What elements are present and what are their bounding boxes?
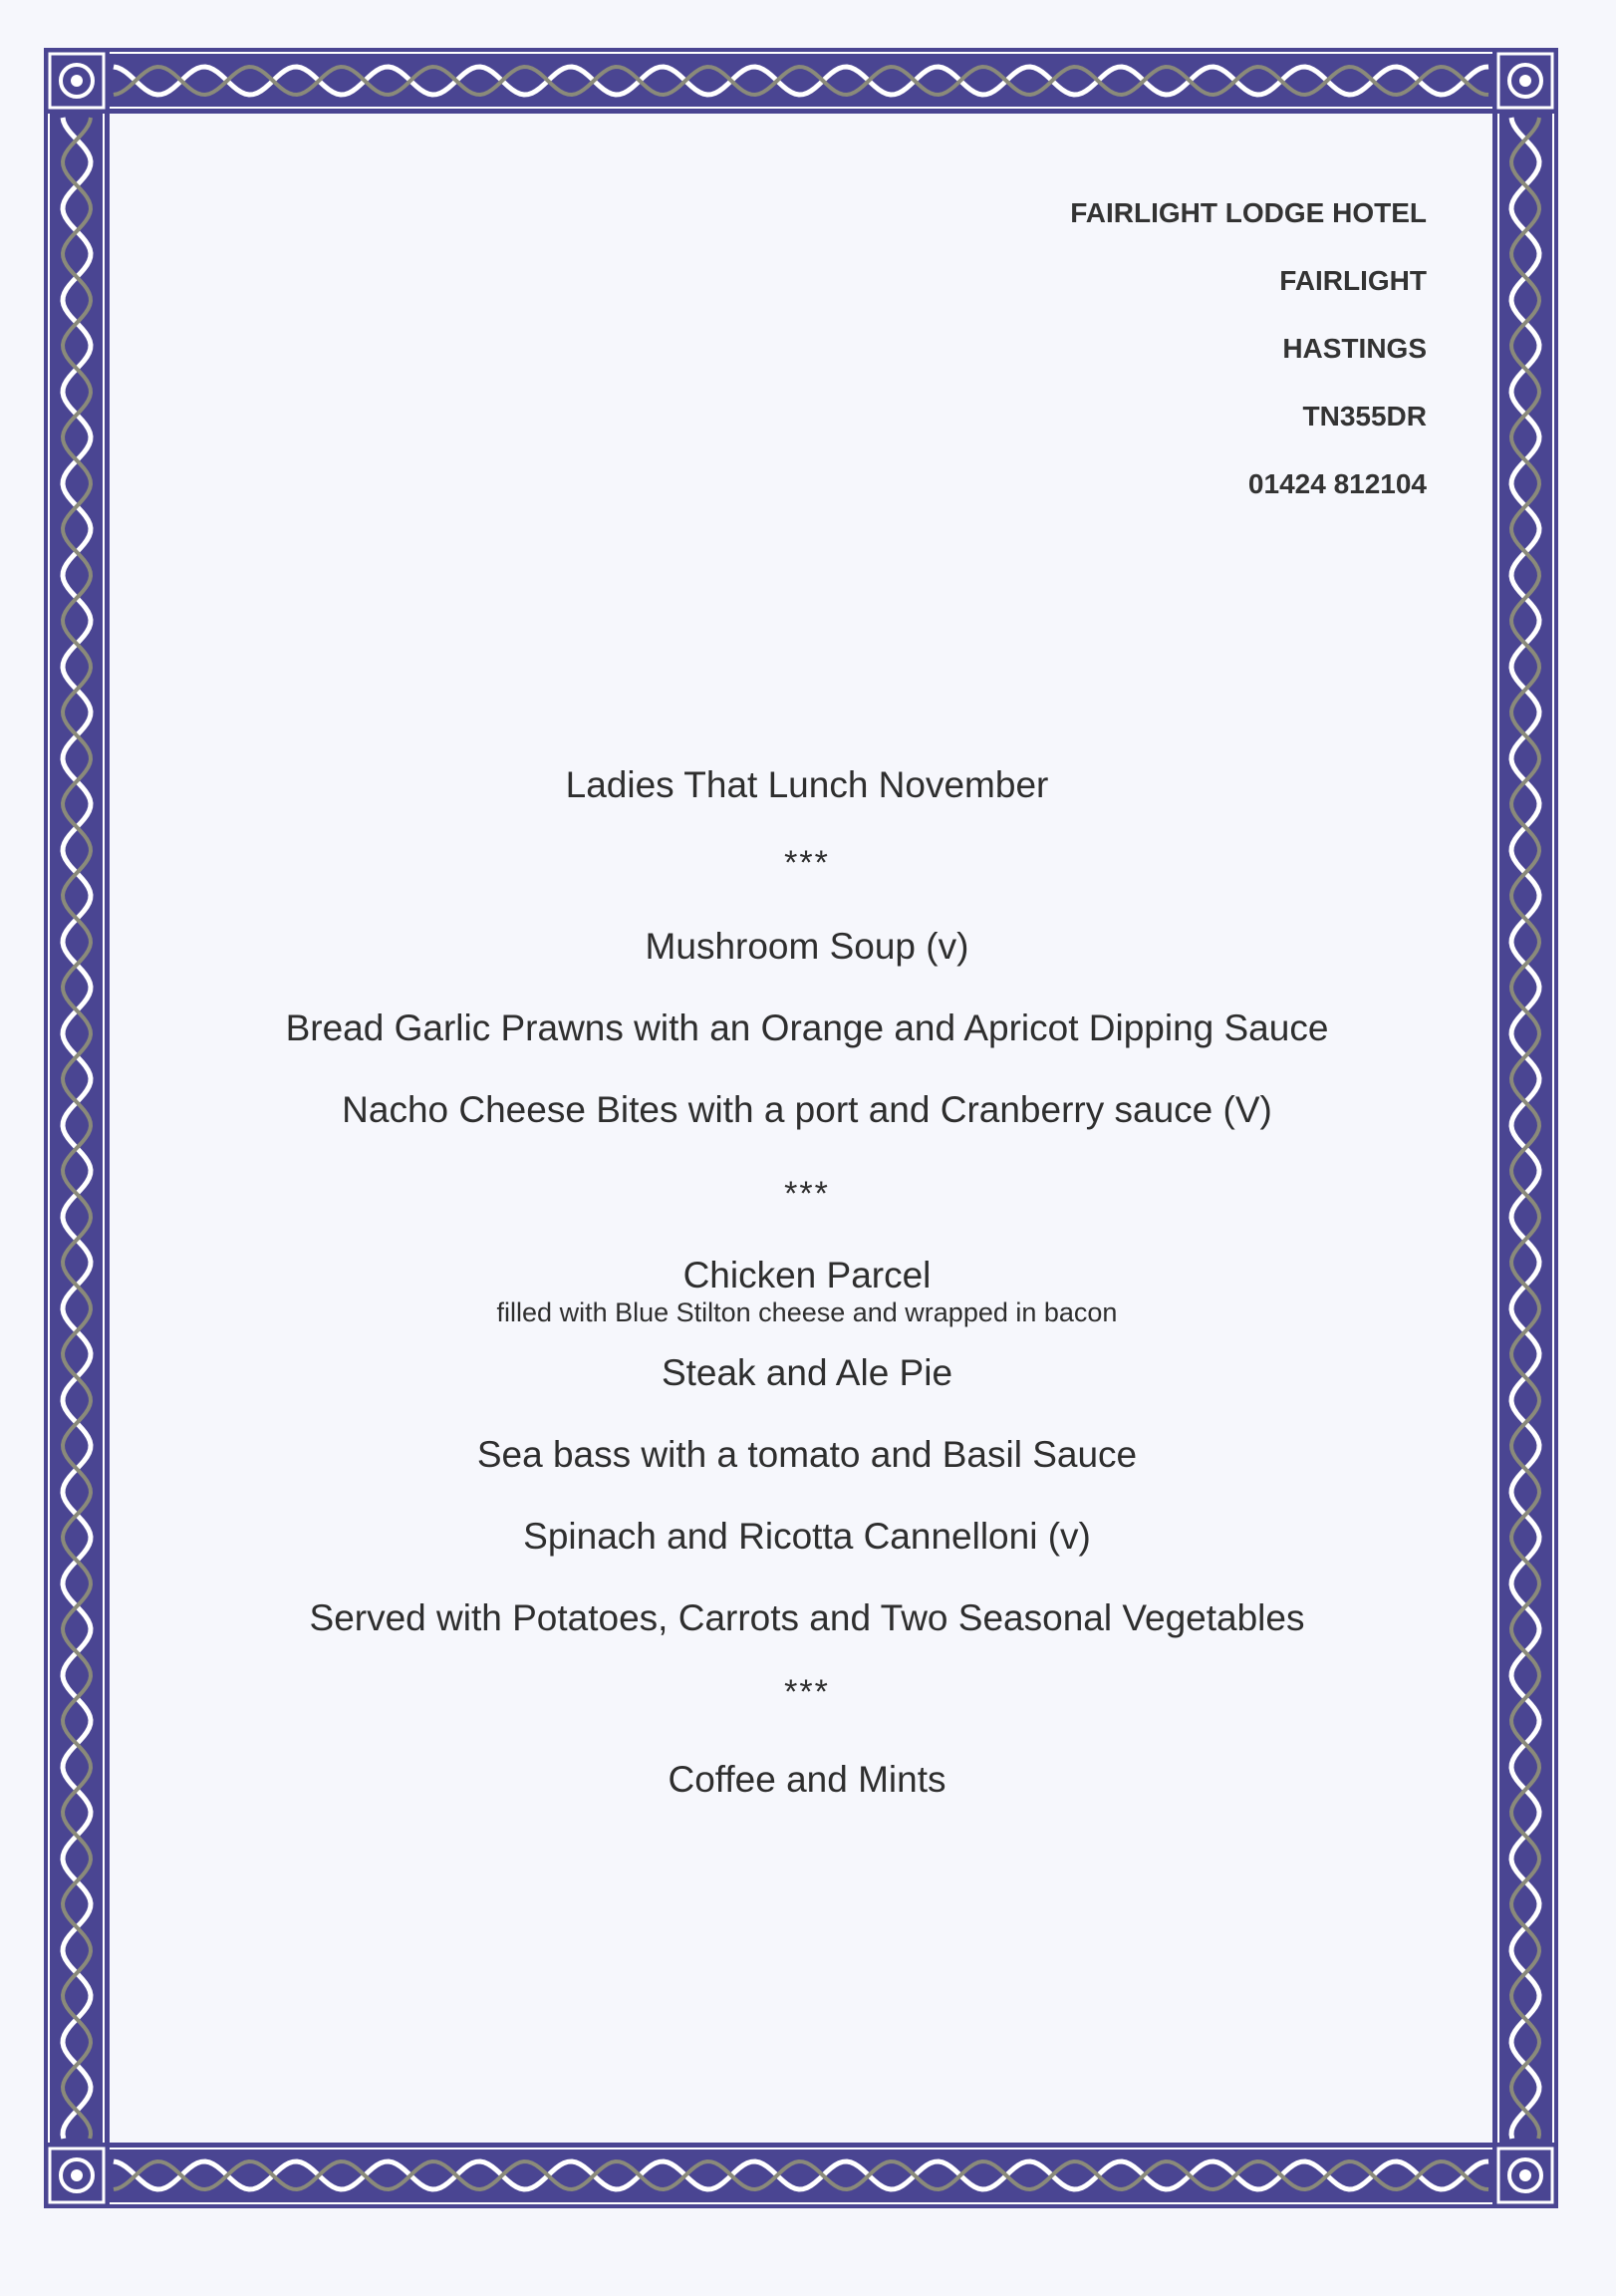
starter-item: Nacho Cheese Bites with a port and Cranberry sauce (V) — [342, 1089, 1272, 1130]
hotel-name: FAIRLIGHT LODGE HOTEL — [1070, 197, 1427, 228]
postcode: TN355DR — [1302, 401, 1427, 431]
main-item: Steak and Ale Pie — [661, 1352, 953, 1393]
main-item: Sea bass with a tomato and Basil Sauce — [476, 1434, 1138, 1475]
phone-number: 01424 812104 — [1247, 468, 1427, 499]
starter-item: Mushroom Soup (v) — [645, 926, 969, 967]
separator: *** — [784, 1175, 830, 1213]
village-name: FAIRLIGHT — [1279, 265, 1427, 296]
address-block — [1070, 179, 1427, 518]
finish-item: Coffee and Mints — [668, 1759, 946, 1800]
separator: *** — [784, 1673, 830, 1711]
town-name: HASTINGS — [1282, 333, 1427, 364]
menu-title: Ladies That Lunch November — [565, 764, 1049, 805]
main-item: Chicken Parcel — [682, 1255, 932, 1295]
main-item: Spinach and Ricotta Cannelloni (v) — [523, 1516, 1091, 1557]
main-item-description: filled with Blue Stilton cheese and wrapped in bacon — [496, 1297, 1118, 1327]
menu-content — [179, 765, 1435, 1800]
separator: *** — [784, 844, 830, 882]
starter-item: Bread Garlic Prawns with an Orange and Apricot Dipping Sauce — [285, 1007, 1329, 1048]
sides-note: Served with Potatoes, Carrots and Two Seasonal Vegetables — [309, 1597, 1305, 1638]
